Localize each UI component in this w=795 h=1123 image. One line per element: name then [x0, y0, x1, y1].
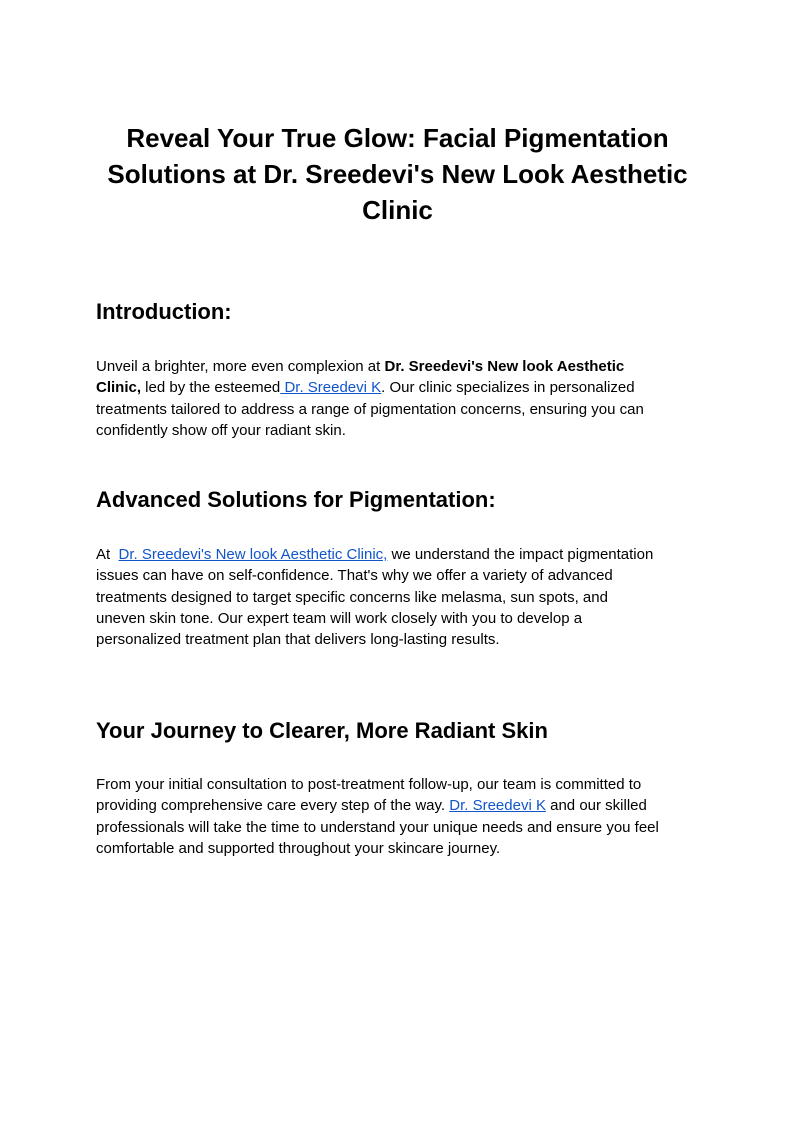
- introduction-paragraph: [96, 356, 706, 441]
- dr-sreedevi-link-2[interactable]: Dr. Sreedevi K: [449, 797, 546, 815]
- intro-text: led by the esteemed: [141, 379, 281, 397]
- intro-line-1: [96, 356, 706, 377]
- advanced-text: At: [96, 546, 119, 563]
- clinic-name-bold: Dr. Sreedevi's New look Aesthetic: [384, 358, 625, 375]
- clinic-name-bold-end: Clinic,: [96, 379, 142, 397]
- title-line-2: Solutions at Dr. Sreedevi's New Look Aesthetic: [107, 159, 688, 189]
- title-line-1: Reveal Your True Glow: Facial Pigmentation: [126, 123, 669, 153]
- title-line-3: Clinic: [362, 195, 433, 225]
- journey-text: and our skilled: [545, 797, 647, 815]
- advanced-line-5: personalized treatment plan that delivers long-lasting results.: [96, 631, 500, 649]
- advanced-line-3: treatments designed to target specific concerns like melasma, sun spots, and: [96, 588, 608, 606]
- clinic-link[interactable]: Dr. Sreedevi's New look Aesthetic Clinic,: [118, 546, 388, 563]
- intro-text: . Our clinic specializes in personalized: [381, 379, 635, 397]
- intro-text: Unveil a brighter, more even complexion at: [96, 358, 385, 375]
- dr-sreedevi-link[interactable]: Dr. Sreedevi K: [280, 379, 382, 397]
- advanced-line-4: uneven skin tone. Our expert team will work closely with you to develop a: [96, 609, 583, 627]
- journey-line-1: From your initial consultation to post-treatment follow-up, our team is committed to: [96, 776, 642, 793]
- journey-paragraph: [96, 774, 706, 859]
- intro-line-4: confidently show off your radiant skin.: [96, 421, 346, 439]
- intro-line-2: [96, 377, 706, 398]
- advanced-solutions-heading: Advanced Solutions for Pigmentation:: [96, 487, 496, 512]
- journey-line-4: comfortable and supported throughout your skincare journey.: [96, 839, 501, 857]
- advanced-solutions-paragraph: [96, 544, 706, 650]
- advanced-line-1: [96, 544, 706, 565]
- page-title: [60, 120, 735, 228]
- journey-line-2: [96, 795, 706, 816]
- journey-line-3: professionals will take the time to understand your unique needs and ensure you feel: [96, 818, 659, 836]
- journey-text: providing comprehensive care every step of the way.: [96, 797, 450, 815]
- journey-heading: Your Journey to Clearer, More Radiant Skin: [96, 718, 548, 743]
- intro-line-3: treatments tailored to address a range of pigmentation concerns, ensuring you can: [96, 400, 644, 418]
- advanced-line-2: issues can have on self-confidence. That's why we offer a variety of advanced: [96, 567, 613, 585]
- introduction-heading: Introduction:: [96, 299, 232, 324]
- advanced-text: we understand the impact pigmentation: [387, 546, 654, 563]
